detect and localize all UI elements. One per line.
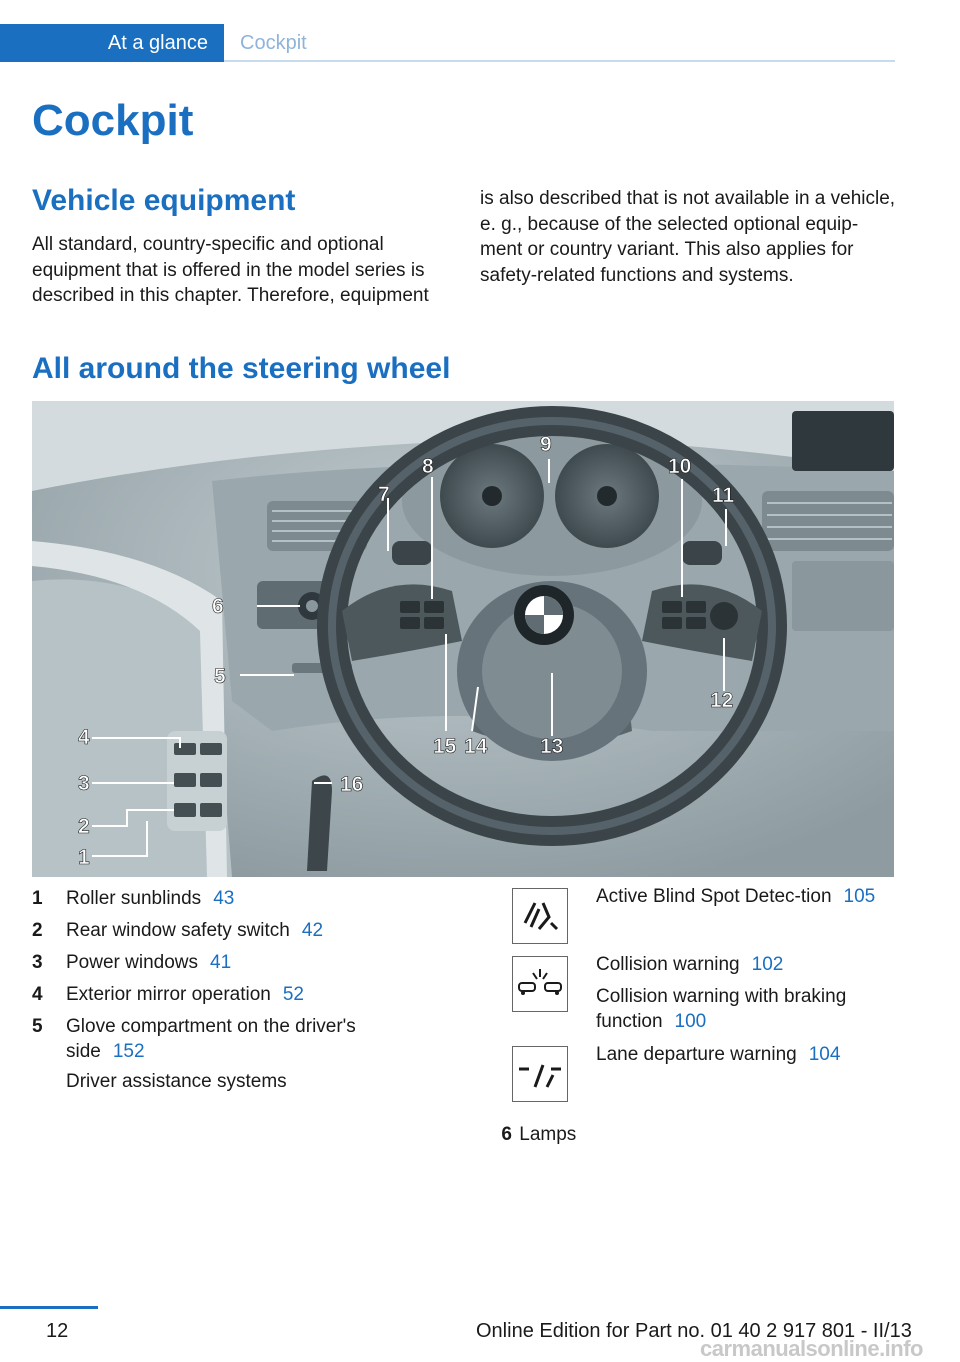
list-item [32, 918, 452, 943]
cockpit-drawing [32, 401, 894, 877]
section-title-steering-wheel: All around the steering wheel [32, 352, 451, 385]
item-number: 4 [32, 984, 43, 1005]
item-number: 2 [32, 920, 43, 941]
symbol-row-blind-spot [512, 886, 902, 952]
page-ref-link[interactable]: 104 [808, 1044, 841, 1065]
callout-13: 13 [540, 735, 564, 758]
header-tabs [0, 24, 895, 62]
paragraph-right: is also described that is not available in a vehicle, e. g., because of the selected optional equip‐ment or country variant. This also applies for safety-related functions and systems. [480, 188, 896, 286]
item-text: Power windows [66, 952, 198, 973]
page-number: 12 [46, 1320, 69, 1342]
callout-2: 2 [78, 815, 90, 838]
item-text: Lane departure warning [596, 1044, 797, 1065]
item-number: 1 [32, 888, 43, 909]
item-text: Collision warning [596, 954, 740, 975]
callout-6: 6 [212, 595, 224, 618]
callout-15: 15 [433, 735, 457, 758]
callout-9: 9 [540, 433, 552, 456]
callout-5: 5 [214, 665, 226, 688]
page-ref-link[interactable]: 52 [282, 984, 304, 1005]
callout-4: 4 [78, 726, 90, 749]
item-text: Collision warning with braking function [596, 986, 847, 1032]
item-number: 3 [32, 952, 43, 973]
driver-assistance-label: Driver assistance systems [66, 1071, 287, 1092]
page-ref-link[interactable]: 102 [751, 954, 784, 975]
list-item [32, 950, 452, 975]
item-text: Roller sunblinds [66, 888, 202, 909]
page-title: Cockpit [32, 96, 194, 145]
callout-10: 10 [668, 455, 692, 478]
symbol-row-lane-departure [512, 1044, 902, 1110]
paragraph-left: All standard, country-specific and optional equipment that is offered in the model series is described in this chapter. Therefore, equipment [32, 234, 429, 306]
cockpit-illustration [32, 401, 894, 877]
symbol-text [596, 952, 896, 1041]
page-ref-link[interactable]: 43 [213, 888, 235, 909]
item-number: 6 [501, 1124, 512, 1145]
symbol-text [596, 1042, 896, 1074]
list-item [32, 886, 452, 911]
callout-7: 7 [378, 483, 390, 506]
tab-at-a-glance[interactable]: At a glance [0, 24, 224, 62]
tab-cockpit[interactable]: Cockpit [240, 32, 307, 54]
item-number: 5 [32, 1016, 43, 1037]
symbol-text [596, 884, 896, 916]
blind-spot-icon [512, 888, 568, 944]
list-item-lamps [479, 1122, 576, 1147]
list-item [32, 1014, 392, 1064]
page-ref-link[interactable]: 41 [210, 952, 232, 973]
lane-departure-icon [512, 1046, 568, 1102]
legend-left [32, 886, 452, 1094]
page-ref-link[interactable]: 105 [843, 886, 876, 907]
page-ref-link[interactable]: 42 [301, 920, 324, 941]
footer-rule [0, 1306, 98, 1309]
callout-11: 11 [712, 484, 735, 507]
page-ref-link[interactable]: 100 [674, 1011, 707, 1032]
callout-12: 12 [710, 689, 734, 712]
item-text: Active Blind Spot Detec‐tion [596, 886, 832, 907]
item-text: Rear window safety switch [66, 920, 290, 941]
list-item [32, 982, 452, 1007]
item-text: Glove compartment on the driver's side [66, 1016, 356, 1062]
callout-1: 1 [78, 846, 90, 869]
callout-8: 8 [422, 455, 434, 478]
item-text: Exterior mirror operation [66, 984, 271, 1005]
callout-16: 16 [340, 773, 364, 796]
symbol-row-collision [512, 954, 902, 1042]
item-text: Lamps [519, 1124, 577, 1145]
callout-3: 3 [78, 772, 90, 795]
callout-14: 14 [464, 735, 488, 758]
legend-right [501, 886, 902, 1145]
section-title-vehicle-equipment: Vehicle equipment [32, 184, 296, 217]
page-ref-link[interactable]: 152 [112, 1041, 145, 1062]
edition-text: Online Edition for Part no. 01 40 2 917 801 - II/13 [476, 1320, 912, 1342]
collision-warning-icon [512, 956, 568, 1012]
watermark: carmanualsonline.info [700, 1336, 923, 1361]
